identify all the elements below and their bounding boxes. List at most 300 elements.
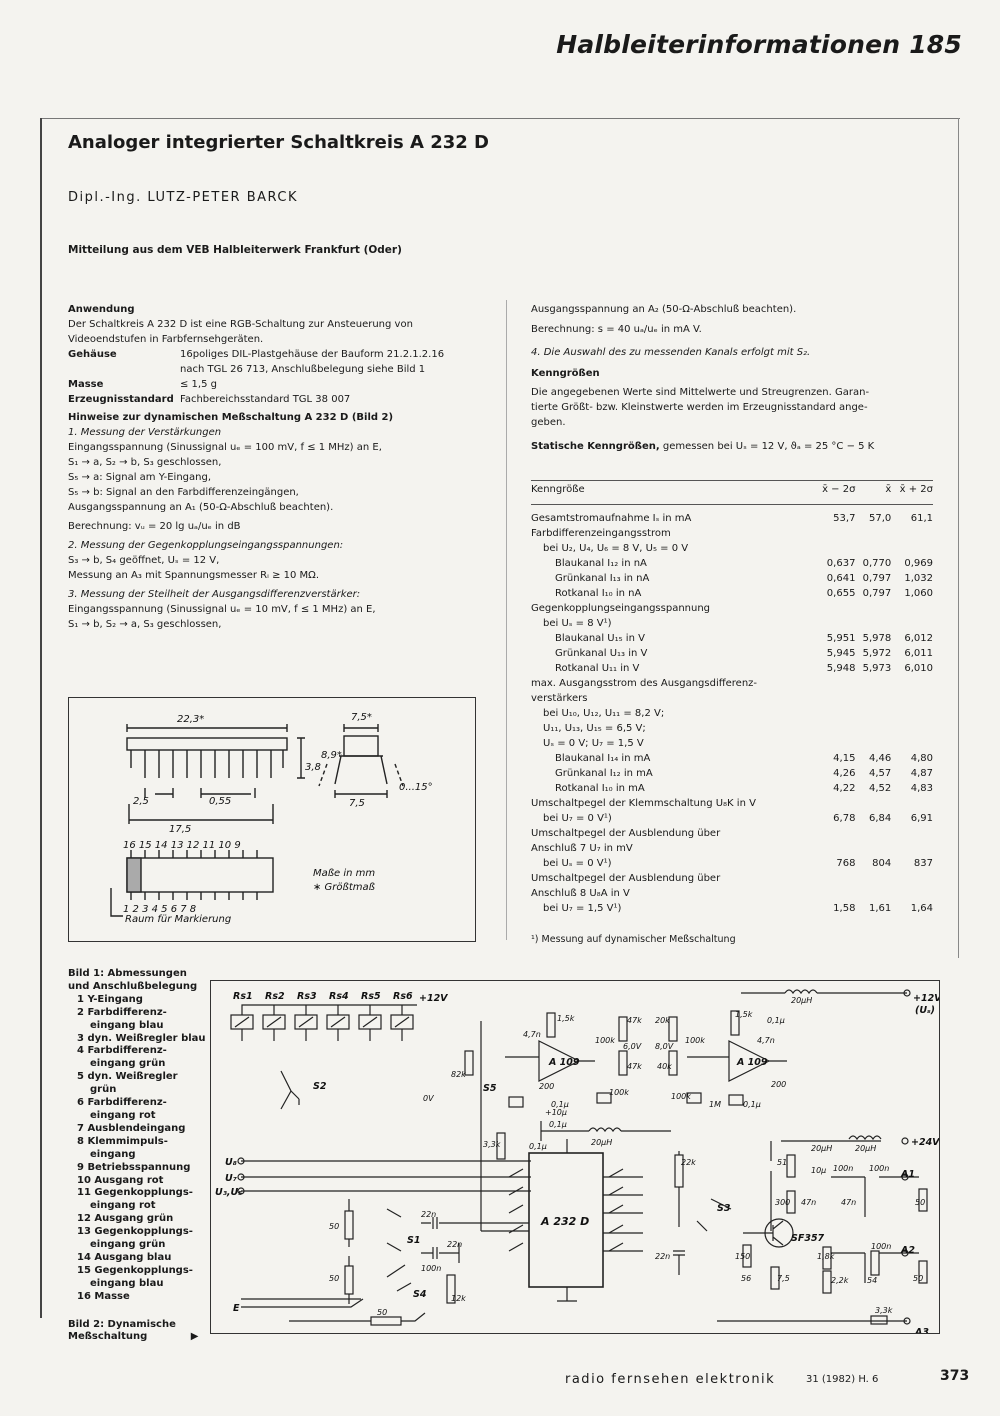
text-line: Die angegebenen Werte sind Mittelwerte und Streugrenzen. Garan-: [531, 387, 870, 398]
table-row: [531, 738, 933, 753]
row-value: 53,7: [833, 513, 856, 524]
pin-description: eingang: [90, 1148, 136, 1160]
table-header: [531, 481, 933, 505]
component-value: 50: [913, 1274, 924, 1283]
pin-description: 8 Klemmimpuls-: [77, 1135, 168, 1147]
dim-length: 22,3*: [177, 714, 205, 725]
row-value: [855, 543, 891, 558]
text-line: S₃ → b, S₄ geöffnet, Uₛ = 12 V,: [68, 555, 220, 566]
series-title: Halbleiterinformationen 185: [556, 30, 962, 59]
row-label: Umschaltpegel der Klemmschaltung U₈K in V: [531, 798, 756, 809]
row-value: [855, 618, 891, 633]
component-value: +10µ: [545, 1108, 567, 1117]
row-value: [814, 828, 856, 843]
row-value: 0,797: [862, 588, 892, 599]
table-row: [531, 693, 933, 708]
row-label: bei U₇ = 0 V¹): [543, 813, 612, 824]
table-row: [531, 528, 933, 543]
row-label: Anschluß 7 U₇ in mV: [531, 843, 633, 854]
pin-description: 10 Ausgang rot: [77, 1174, 164, 1186]
component-value: 1,8k: [817, 1252, 835, 1261]
row-value: 5,973: [862, 663, 892, 674]
row-label: Anschluß 8 U₈A in V: [531, 888, 630, 899]
pin-description: eingang rot: [90, 1200, 156, 1212]
units-note: Maße in mm: [313, 868, 376, 879]
text-line: Berechnung: s = 40 uₐ/uₑ in mA V.: [531, 324, 702, 335]
row-value: [891, 873, 933, 888]
footnote: ¹) Messung auf dynamischer Meßschaltung: [531, 934, 736, 945]
input-e: E: [233, 1303, 240, 1314]
opamp-label: A 109: [737, 1057, 768, 1068]
spec-value: 16poliges DIL-Plastgehäuse der Bauform 21.2.1.2.16 nach TGL 26 713, Anschlußbelegung siehe Bild 1: [180, 349, 445, 375]
row-value: 0,655: [826, 588, 856, 599]
row-value: [814, 738, 856, 753]
table-row: [531, 573, 933, 588]
row-value: [891, 678, 933, 693]
component-value: 40k: [657, 1062, 672, 1071]
row-label: Rotkanal I₁₀ in mA: [555, 783, 645, 794]
transistor-label: SF357: [791, 1233, 825, 1244]
heading-kenngroessen: Kenngrößen: [531, 368, 600, 379]
row-value: [891, 828, 933, 843]
author: Dipl.-Ing. LUTZ-PETER BARCK: [68, 190, 298, 205]
marking-label: Raum für Markierung: [125, 914, 232, 925]
footer-magazine: radio fernsehen elektronik: [565, 1372, 776, 1387]
row-value: 5,951: [826, 633, 856, 644]
component-value: 200: [539, 1082, 555, 1091]
row-value: 0,969: [904, 558, 933, 569]
dim-0-55: 0,55: [209, 796, 232, 807]
pin-description: 15 Gegenkopplungs-: [77, 1264, 193, 1276]
component-value: 82k: [451, 1070, 466, 1079]
caption-title: und Anschlußbelegung: [68, 980, 198, 992]
spec-standard: [68, 392, 474, 407]
row-value: [855, 528, 891, 543]
component-value: 100n: [871, 1242, 892, 1251]
text-line: 2. Messung der Gegenkopplungseingangsspannungen:: [68, 540, 344, 551]
table-row: [531, 543, 933, 558]
output-a3: A3: [915, 1327, 929, 1333]
component-value: 200: [771, 1080, 787, 1089]
relay-label: Rs4: [329, 991, 349, 1002]
heading-anwendung: Anwendung: [68, 304, 135, 315]
component-value: 0,1µ: [549, 1120, 567, 1129]
row-value: 4,26: [833, 768, 856, 779]
component-value: 20µH: [811, 1144, 833, 1153]
left-column: [68, 302, 474, 632]
row-value: 6,011: [904, 648, 933, 659]
row-value: [814, 678, 856, 693]
row-value: [891, 888, 933, 903]
switch-s1: S1: [407, 1235, 421, 1246]
row-value: [855, 708, 891, 723]
figure-1-box: [68, 697, 476, 942]
row-label: bei U₁₀, U₁₂, U₁₁ = 8,2 V;: [543, 708, 665, 719]
supply-us-sub: (Uₛ): [915, 1005, 936, 1016]
switch-s3: S3: [717, 1203, 731, 1214]
text-line: S₁ → b, S₂ → a, S₃ geschlossen,: [68, 619, 222, 630]
ic-label: A 232 D: [541, 1215, 590, 1228]
text-line: 4. Die Auswahl des zu messenden Kanals erfolgt mit S₂.: [531, 347, 811, 358]
text-line: Messung an A₃ mit Spannungsmesser Rᵢ ≥ 10 MΩ.: [68, 570, 320, 581]
row-value: [891, 528, 933, 543]
table-row: [531, 603, 933, 618]
input-u35: U₃,U₅: [215, 1187, 243, 1198]
component-value: 20µH: [591, 1138, 613, 1147]
row-label: bei Uₛ = 8 V¹): [543, 618, 612, 629]
component-value: 100k: [609, 1088, 629, 1097]
text-line: Der Schaltkreis A 232 D ist eine RGB-Schaltung zur Ansteuerung von: [68, 319, 413, 330]
row-value: 4,46: [868, 753, 892, 764]
footer-issue: 31 (1982) H. 6: [806, 1374, 879, 1385]
caption-title: Bild 1: Abmessungen: [68, 968, 187, 979]
dim-angle: 0...15°: [399, 782, 433, 793]
row-value: [814, 798, 856, 813]
relay-label: Rs3: [297, 991, 317, 1002]
row-value: [855, 888, 891, 903]
supply-us-label: +12V: [913, 993, 939, 1004]
row-value: [814, 843, 856, 858]
row-label: Umschaltpegel der Ausblendung über: [531, 873, 721, 884]
component-value: 0V: [423, 1094, 434, 1103]
component-value: 1,5k: [557, 1014, 575, 1023]
component-value: 0,1µ: [743, 1100, 761, 1109]
relay-label: Rs2: [265, 991, 285, 1002]
footer-page-number: 373: [940, 1368, 970, 1384]
row-label: Grünkanal U₁₃ in V: [555, 648, 648, 659]
component-value: 50: [329, 1222, 340, 1231]
pin-description: eingang grün: [90, 1058, 166, 1070]
component-value: 100k: [595, 1036, 615, 1045]
pin-description: 3 dyn. Weißregler blau: [77, 1032, 206, 1044]
row-value: [855, 843, 891, 858]
row-value: [814, 528, 856, 543]
switch-s5: S5: [483, 1083, 497, 1094]
component-value: 47k: [627, 1016, 642, 1025]
spec-value: ≤ 1,5 g: [180, 379, 217, 390]
relay-label: Rs5: [361, 991, 381, 1002]
row-label: verstärkers: [531, 693, 588, 704]
row-value: 0,770: [862, 558, 892, 569]
component-value: 300: [775, 1198, 791, 1207]
pin-description: 4 Farbdifferenz-: [77, 1045, 167, 1057]
component-value: 0,1µ: [529, 1142, 547, 1151]
supply-24v-label: +24V: [911, 1137, 939, 1148]
component-value: 20µH: [791, 996, 813, 1005]
table-row: [531, 618, 933, 633]
row-label: Uₛ = 0 V; U₇ = 1,5 V: [543, 738, 644, 749]
row-value: 768: [836, 858, 856, 869]
package-drawing: [69, 698, 475, 941]
pin-description: 12 Ausgang grün: [77, 1213, 174, 1225]
row-label: max. Ausgangsstrom des Ausgangsdifferenz-: [531, 678, 758, 689]
row-value: [855, 798, 891, 813]
text-line: Eingangsspannung (Sinussignal uₑ = 10 mV, f ≤ 1 MHz) an E,: [68, 604, 376, 615]
measurement-circuit: [211, 981, 939, 1333]
pin-description: eingang blau: [90, 1277, 164, 1289]
row-value: 4,15: [833, 753, 856, 764]
row-value: [891, 798, 933, 813]
row-label: U₁₁, U₁₃, U₁₅ = 6,5 V;: [543, 723, 646, 734]
row-value: 5,945: [826, 648, 856, 659]
component-value: 6,0V: [623, 1042, 642, 1051]
pin-description: 16 Masse: [77, 1290, 130, 1302]
row-label: bei Uₛ = 0 V¹): [543, 858, 612, 869]
circuit-diagram: [210, 980, 940, 1334]
dim-2-5: 2,5: [133, 796, 149, 807]
table-row: [531, 505, 933, 529]
row-value: 57,0: [868, 513, 892, 524]
spec-key: Gehäuse: [68, 349, 117, 360]
spec-key: Erzeugnisstandard: [68, 394, 174, 405]
row-value: 1,58: [833, 903, 856, 914]
row-value: [891, 843, 933, 858]
pin-description: eingang blau: [90, 1019, 164, 1031]
row-value: 4,83: [910, 783, 933, 794]
output-a1: A1: [901, 1169, 915, 1180]
component-value: 7,5: [777, 1274, 790, 1283]
component-value: 10µ: [811, 1166, 827, 1175]
row-label: Gesamtstromaufnahme Iₛ in mA: [531, 513, 692, 524]
component-value: 0,1µ: [767, 1016, 785, 1025]
table-row: [531, 663, 933, 678]
row-value: [891, 618, 933, 633]
table-row: [531, 828, 933, 843]
component-value: 47n: [841, 1198, 857, 1207]
row-value: [814, 888, 856, 903]
row-value: [855, 723, 891, 738]
input-u7: U₇: [225, 1173, 237, 1184]
pin-description: eingang grün: [90, 1239, 166, 1251]
caption-bild-1: [68, 968, 206, 1344]
text-line: Berechnung: vᵤ = 20 lg uₐ/uₑ in dB: [68, 521, 241, 532]
row-value: [814, 873, 856, 888]
row-value: 6,78: [833, 813, 856, 824]
row-value: 5,948: [826, 663, 856, 674]
col-mean: x̄: [855, 481, 891, 505]
row-value: 5,978: [862, 633, 892, 644]
text-line: Videoendstufen in Farbfernsehgeräten.: [68, 334, 264, 345]
pin-description: 14 Ausgang blau: [77, 1251, 172, 1263]
text-line: geben.: [531, 417, 566, 428]
table-row: [531, 798, 933, 813]
row-value: 837: [913, 858, 933, 869]
component-value: 56: [741, 1274, 752, 1283]
table-row: [531, 708, 933, 723]
component-value: 54: [867, 1276, 878, 1285]
table-row: [531, 723, 933, 738]
table-row: [531, 873, 933, 888]
row-label: Rotkanal U₁₁ in V: [555, 663, 640, 674]
row-value: 4,87: [910, 768, 933, 779]
text-line: tierte Größt- bzw. Kleinstwerte werden im Erzeugnisstandard ange-: [531, 402, 868, 413]
spec-value: Fachbereichsstandard TGL 38 007: [180, 394, 351, 405]
row-value: [891, 738, 933, 753]
supply-label: +12V: [419, 993, 448, 1004]
caption-bild-2: Meßschaltung ▶: [68, 1331, 199, 1343]
col-max: x̄ + 2σ: [891, 481, 933, 505]
component-value: 20µH: [855, 1144, 877, 1153]
row-value: [891, 543, 933, 558]
article-title: Analoger integrierter Schaltkreis A 232 D: [68, 132, 489, 153]
pin-description: 13 Gegenkopplungs-: [77, 1226, 193, 1238]
switch-s2: S2: [313, 1081, 327, 1092]
pin-description: 11 Gegenkopplungs-: [77, 1187, 193, 1199]
row-value: 5,972: [862, 648, 892, 659]
row-value: [814, 723, 856, 738]
switch-s4: S4: [413, 1289, 427, 1300]
pin-numbers-top: 16 15 14 13 12 11 10 9: [123, 840, 241, 851]
row-value: [814, 618, 856, 633]
row-label: Gegenkopplungseingangsspannung: [531, 603, 711, 614]
row-value: 6,010: [904, 663, 933, 674]
relay-label: Rs6: [393, 991, 413, 1002]
text-line: 1. Messung der Verstärkungen: [68, 427, 222, 438]
text-line: Eingangsspannung (Sinussignal uₑ = 100 mV, f ≤ 1 MHz) an E,: [68, 442, 382, 453]
pin-description: 6 Farbdifferenz-: [77, 1097, 167, 1109]
row-value: 4,22: [833, 783, 856, 794]
text-line: Ausgangsspannung an A₁ (50-Ω-Abschluß beachten).: [68, 502, 334, 513]
row-label: Blaukanal U₁₅ in V: [555, 633, 645, 644]
table-row: [531, 753, 933, 768]
spec-key: Masse: [68, 379, 104, 390]
heading-hinweise: Hinweise zur dynamischen Meßschaltung A 232 D (Bild 2): [68, 412, 394, 423]
component-value: 100n: [869, 1164, 890, 1173]
row-value: 61,1: [910, 513, 933, 524]
spec-masse: [68, 377, 474, 392]
spec-gehaeuse: [68, 347, 474, 377]
row-value: [855, 678, 891, 693]
component-value: 150: [735, 1252, 751, 1261]
row-value: 1,060: [904, 588, 933, 599]
component-value: 51: [777, 1158, 788, 1167]
table-row: [531, 768, 933, 783]
row-label: Blaukanal I₁₂ in nA: [555, 558, 647, 569]
left-column-rule: [40, 118, 42, 1318]
static-heading: Statische Kenngrößen, gemessen bei Uₛ = 12 V, ϑₐ = 25 °C − 5 K: [531, 441, 875, 452]
row-value: 4,57: [868, 768, 892, 779]
pin-description: 1 Y-Eingang: [77, 993, 143, 1005]
row-value: [814, 603, 856, 618]
component-value: 3,3k: [483, 1140, 501, 1149]
row-label: Blaukanal I₁₄ in mA: [555, 753, 651, 764]
table-row: [531, 783, 933, 798]
row-label: Grünkanal I₁₃ in nA: [555, 573, 650, 584]
row-value: [855, 873, 891, 888]
component-value: 12k: [451, 1294, 466, 1303]
institution-note: Mitteilung aus dem VEB Halbleiterwerk Frankfurt (Oder): [68, 244, 402, 256]
component-value: 1,5k: [735, 1010, 753, 1019]
component-value: 50: [377, 1308, 388, 1317]
pin-description: grün: [90, 1084, 117, 1096]
row-value: 6,012: [904, 633, 933, 644]
pin-description: eingang rot: [90, 1109, 156, 1121]
table-row: [531, 588, 933, 603]
output-a2: A2: [901, 1245, 915, 1256]
component-value: 22k: [681, 1158, 696, 1167]
table-row: [531, 843, 933, 858]
table-row: [531, 633, 933, 648]
row-value: [891, 693, 933, 708]
input-u8: U₈: [225, 1157, 237, 1168]
table-row: [531, 558, 933, 573]
row-value: 1,64: [910, 903, 933, 914]
component-value: 47k: [627, 1062, 642, 1071]
pin-description: 2 Farbdifferenz-: [77, 1006, 167, 1018]
row-value: [891, 603, 933, 618]
text-line: S₅ → a: Signal am Y-Eingang,: [68, 472, 212, 483]
component-value: 47n: [801, 1198, 817, 1207]
component-value: 22n: [447, 1240, 463, 1249]
center-column-rule: [506, 300, 507, 940]
kenngroessen-table: [531, 480, 933, 945]
row-value: [814, 543, 856, 558]
row-value: [814, 708, 856, 723]
row-value: [855, 828, 891, 843]
row-value: 0,637: [826, 558, 856, 569]
pin-description: 9 Betriebsspannung: [77, 1161, 191, 1173]
row-value: [855, 738, 891, 753]
row-value: 1,61: [868, 903, 892, 914]
row-value: [891, 708, 933, 723]
text-line: S₁ → a, S₂ → b, S₃ geschlossen,: [68, 457, 222, 468]
row-label: Umschaltpegel der Ausblendung über: [531, 828, 721, 839]
relay-coils: [231, 1005, 417, 1041]
component-value: 4,7n: [757, 1036, 775, 1045]
component-value: 22n: [655, 1252, 671, 1261]
component-value: 2,2k: [831, 1276, 849, 1285]
text-line: 3. Messung der Steilheit der Ausgangsdifferenzverstärker:: [68, 589, 361, 600]
table-row: [531, 888, 933, 903]
dim-height: 8,9*: [321, 750, 342, 761]
dim-3-8: 3,8: [305, 762, 321, 773]
opamp-label: A 109: [549, 1057, 580, 1068]
right-column-rule: [958, 118, 959, 958]
header-rule: [40, 118, 960, 119]
component-value: 1M: [709, 1100, 721, 1109]
row-value: 0,641: [826, 573, 856, 584]
max-size-note: ∗ Größtmaß: [313, 882, 375, 893]
row-label: bei U₂, U₄, U₆ = 8 V, U₅ = 0 V: [543, 543, 689, 554]
table-row: [531, 813, 933, 828]
component-value: 3,3k: [875, 1306, 893, 1315]
pin-numbers-bottom: 1 2 3 4 5 6 7 8: [123, 904, 197, 915]
row-value: [855, 603, 891, 618]
row-value: [855, 693, 891, 708]
table-row: [531, 678, 933, 693]
component-value: 100n: [421, 1264, 442, 1273]
component-value: 0,1µ: [551, 1100, 569, 1109]
row-value: 4,80: [910, 753, 933, 764]
component-value: 8,0V: [655, 1042, 674, 1051]
col-kenngroesse: Kenngröße: [531, 481, 814, 505]
row-label: Rotkanal I₁₀ in nA: [555, 588, 642, 599]
side-pins: [131, 750, 283, 778]
table-row: [531, 903, 933, 918]
row-value: 804: [872, 858, 892, 869]
caption-bild-2: Bild 2: Dynamische: [68, 1318, 176, 1330]
pin-description: 7 Ausblendeingang: [77, 1122, 186, 1134]
component-value: 100k: [685, 1036, 705, 1045]
right-column: [531, 302, 931, 454]
component-value: 4,7n: [523, 1030, 541, 1039]
row-label: Grünkanal I₁₂ in mA: [555, 768, 653, 779]
component-value: 22n: [421, 1210, 437, 1219]
component-value: 50: [915, 1198, 926, 1207]
dim-7-5-top: 7,5*: [351, 712, 372, 723]
text-line: Ausgangsspannung an A₂ (50-Ω-Abschluß beachten).: [531, 304, 797, 315]
dim-7-5-bottom: 7,5: [349, 798, 365, 809]
